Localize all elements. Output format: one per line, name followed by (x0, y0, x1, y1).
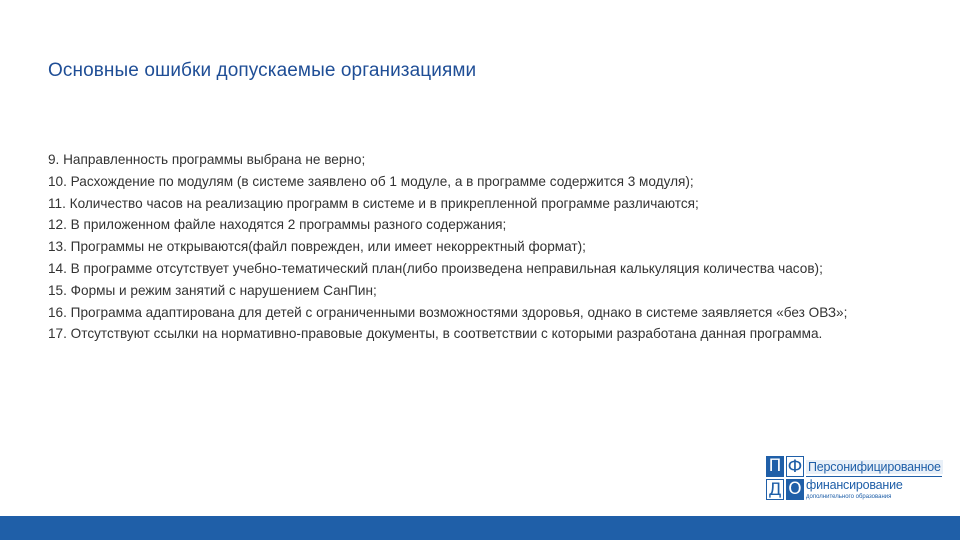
list-item: 11. Количество часов на реализацию программ в системе и в прикрепленной программе различаются; (48, 195, 699, 211)
slide-title: Основные ошибки допускаемые организациями (48, 60, 477, 81)
list-item: 14. В программе отсутствует учебно-тематический план(либо произведена неправильная калькуляция количества часов); (48, 260, 823, 276)
footer-bar (0, 516, 960, 540)
list-item: 16. Программа адаптирована для детей с ограниченными возможностями здоровья, однако в системе заявляется «без ОВЗ»; (48, 304, 848, 320)
logo-mark (766, 456, 804, 500)
list-item: 12. В приложенном файле находятся 2 программы разного содержания; (48, 217, 507, 233)
list-item: 13. Программы не открываются(файл поврежден, или имеет некорректный формат); (48, 239, 586, 255)
list-item: 15. Формы и режим занятий с нарушением СанПин; (48, 282, 377, 298)
logo-divider (806, 476, 942, 477)
logo-letter: Д (766, 479, 784, 500)
logo-letter: О (786, 479, 804, 500)
logo-text-line1: Персонифицированное (808, 460, 941, 474)
list-item: 10. Расхождение по модулям (в системе заявлено об 1 модуле, а в программе содержится 3 модуля); (48, 173, 694, 189)
logo-letter: П (766, 456, 784, 477)
logo-text-line2: финансирование (806, 478, 903, 492)
logo-letter: Ф (787, 457, 803, 477)
list-item: 9. Направленность программы выбрана не верно; (48, 152, 366, 167)
pfdo-logo (766, 456, 946, 504)
logo-text-line3: дополнительного образования (806, 494, 892, 500)
list-item: 17. Отсутствуют ссылки на нормативно-правовые документы, в соответствии с которыми разработана данная программа. (48, 326, 823, 342)
errors-list (48, 149, 848, 345)
